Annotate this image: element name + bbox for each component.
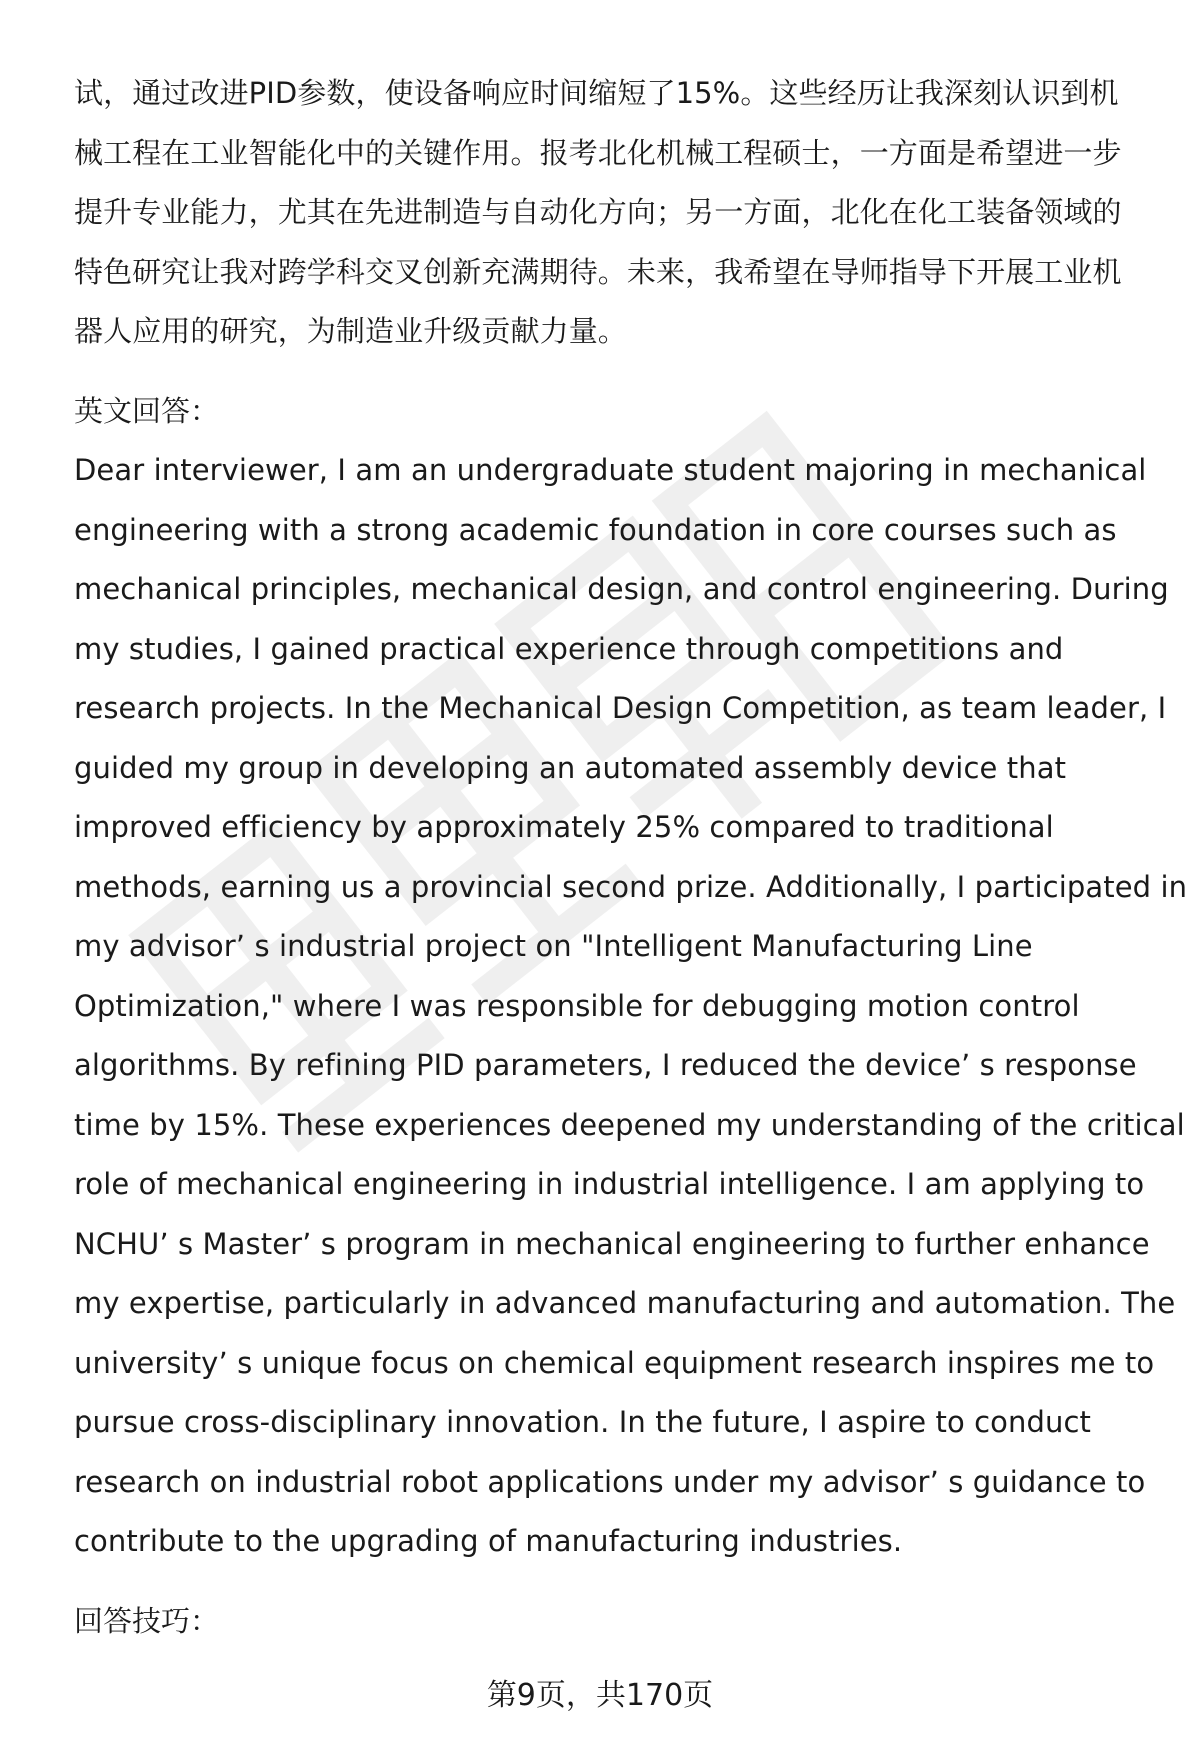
english-line: Dear interviewer, I am an undergraduate student majoring in mechanical [74,453,1147,487]
english-line: engineering with a strong academic foundation in core courses such as [74,512,1117,547]
chinese-line: 试，通过改进PID参数，使设备响应时间缩短了15%。这些经历让我深刻认识到机 [74,76,1119,110]
english-line: my studies, I gained practical experience through competitions and [74,631,1064,666]
english-line: my advisor’ s industrial project on "Intelligent Manufacturing Line [74,929,1033,963]
tips-label: 回答技巧： [74,1603,220,1638]
english-line: algorithms. By refining PID parameters, I reduced the device’ s response [74,1048,1137,1082]
paragraph-spacer [74,1572,1149,1592]
english-line: contribute to the upgrading of manufacturing industries. [74,1524,903,1558]
chinese-line: 器人应用的研究，为制造业升级贡献力量。 [74,314,627,348]
english-line: pursue cross-disciplinary innovation. In the future, I aspire to conduct [74,1405,1091,1439]
tips-section [74,1592,1149,1652]
paragraph-spacer [74,362,1149,382]
english-line: guided my group in developing an automated assembly device that [74,750,1067,785]
english-line: time by 15%. These experiences deepened my understanding of the critical [74,1107,1185,1142]
english-line: research projects. In the Mechanical Design Competition, as team leader, I [74,691,1167,725]
english-line: NCHU’ s Master’ s program in mechanical engineering to further enhance [74,1226,1150,1261]
chinese-line: 提升专业能力，尤其在先进制造与自动化方向；另一方面，北化在化工装备领域的 [74,195,1122,229]
english-line: role of mechanical engineering in industrial intelligence. I am applying to [74,1167,1145,1201]
chinese-line: 特色研究让我对跨学科交叉创新充满期待。未来，我希望在导师指导下开展工业机 [74,254,1122,289]
english-answer-section [74,382,1188,1572]
english-line: my expertise, particularly in advanced manufacturing and automation. The [74,1286,1176,1320]
english-line: Optimization," where I was responsible for debugging motion control [74,988,1080,1023]
english-line: university’ s unique focus on chemical equipment research inspires me to [74,1345,1155,1380]
page-indicator: 第9页，共170页 [486,1678,714,1713]
document-body [74,64,1188,1651]
english-line: improved efficiency by approximately 25% compared to traditional [74,810,1054,844]
english-line: research on industrial robot applications under my advisor’ s guidance to [74,1464,1146,1499]
english-line: mechanical principles, mechanical design, and control engineering. During [74,572,1169,606]
chinese-line: 械工程在工业智能化中的关键作用。报考北化机械工程硕士，一方面是希望进一步 [74,135,1122,170]
english-line: methods, earning us a provincial second prize. Additionally, I participated in [74,869,1188,904]
english-answer-label: 英文回答： [74,393,220,428]
chinese-paragraph [74,64,1149,362]
page-footer [0,1676,1200,1716]
